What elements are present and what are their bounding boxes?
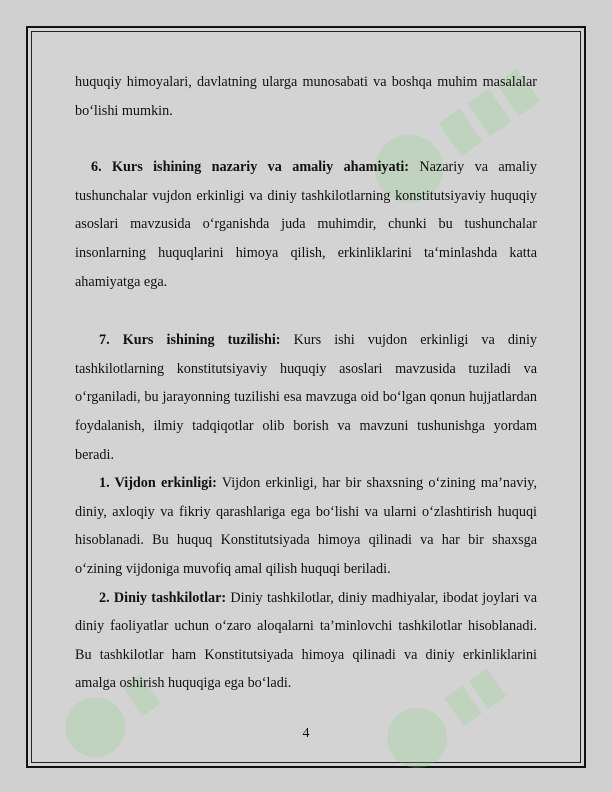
paragraph-item-2	[75, 584, 537, 698]
section-heading: 7. Kurs ishining tuzilishi:	[99, 332, 281, 349]
paragraph-text: Kurs ishi vujdon erkinligi va diniy tashkilotlarning konstitutsiyaviy huquqiy asoslari mavzusida tuziladi va o‘rganiladi, bu jarayonning tuzilishi esa mavzuga oid bo‘lgan qonun hujjatlardan foydalanish, ilmiy tadqiqotlar olib borish va mavzuni tushunishga yordam beradi.	[75, 332, 537, 463]
paragraph-item-1	[75, 469, 537, 583]
paragraph-text: huquqiy himoyalari, davlatning ularga munosabati va boshqa muhim masalalar bo‘lishi mumkin.	[75, 74, 537, 119]
item-heading: 2. Diniy tashkilotlar:	[99, 589, 227, 606]
section-heading: 6. Kurs ishining nazariy va amaliy ahamiyati:	[91, 159, 409, 176]
item-heading: 1. Vijdon erkinligi:	[99, 475, 217, 492]
page-number: 4	[302, 726, 310, 741]
paragraph-continuation	[75, 68, 537, 125]
paragraph-text: Vijdon erkinligi, har bir shaxsning o‘zining ma’naviy, diniy, axloqiy va fikriy qarashlariga ega bo‘lishi va ularni o‘zlashtirish huquqi hisoblanadi. Bu huquq Konstitutsiyada himoya qilinadi va har bir shaxsga o‘zining vijdoniga muvofiq amal qilish huquqi beriladi.	[75, 475, 537, 577]
paragraph-section-7	[75, 326, 537, 469]
paragraph-section-6	[75, 153, 537, 296]
document-body	[75, 68, 537, 698]
paragraph-text: Nazariy va amaliy tushunchalar vujdon erkinligi va diniy tashkilotlarning konstitutsiyaviy huquqiy asoslari mavzusida o‘rganishda juda muhimdir, chunki bu tushunchalar insonlarning huquqlarini himoya qilish, erkinliklarini ta‘minlashda katta ahamiyatga ega.	[75, 159, 537, 290]
paragraph-text: Diniy tashkilotlar, diniy madhiyalar, ibodat joylari va diniy faoliyatlar uchun o‘zaro aloqalarni ta’minlovchi tashkilotlar hisoblanadi. Bu tashkilotlar ham Konstitutsiyada himoya qilinadi va diniy erkinliklarini amalga oshirish huquqiga ega bo‘ladi.	[75, 589, 537, 692]
